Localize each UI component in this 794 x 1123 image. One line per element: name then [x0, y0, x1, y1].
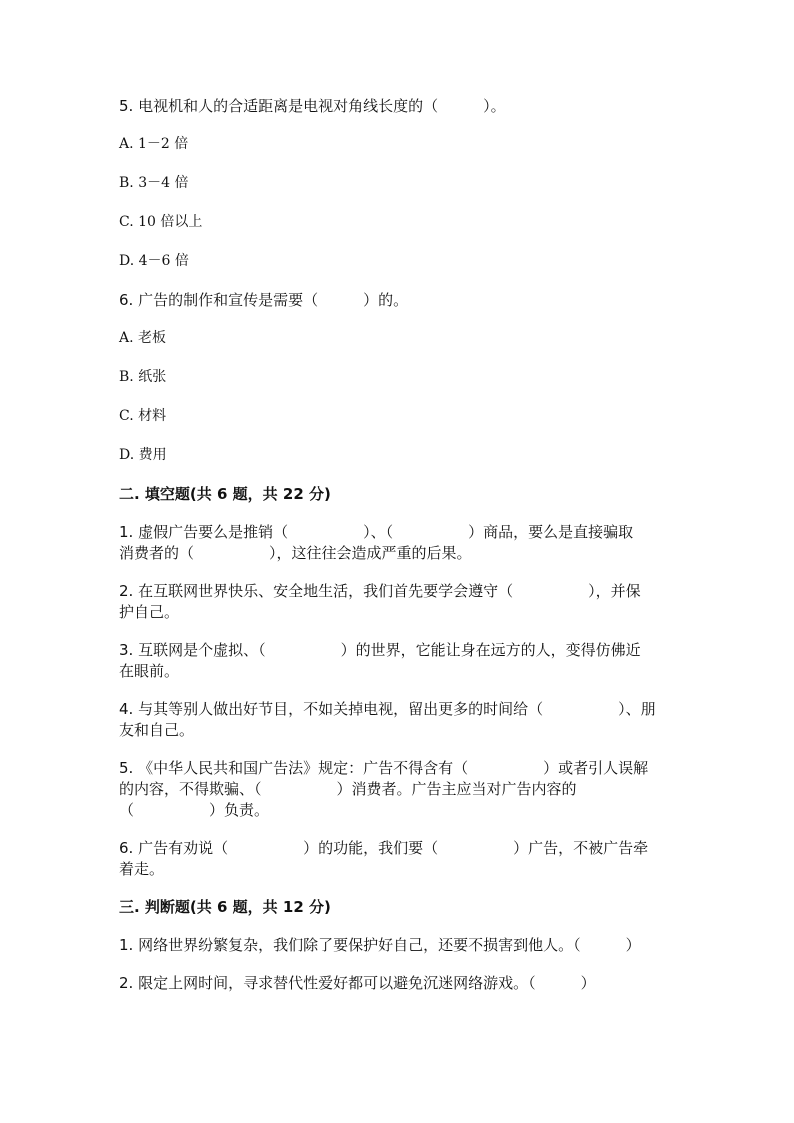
fill-question-1-line-2: 消费者的（ ），这往往会造成严重的后果。 [119, 544, 472, 562]
question-6-option-b: B. 纸张 [119, 369, 167, 385]
fill-question-5-line-2: 的内容，不得欺骗、（ ）消费者。广告主应当对广告内容的 [119, 780, 577, 798]
question-5-option-c: C. 10 倍以上 [119, 214, 203, 230]
question-5-stem: 5. 电视机和人的合适距离是电视对角线长度的（ ）。 [119, 97, 506, 115]
question-6-stem: 6. 广告的制作和宣传是需要（ ）的。 [119, 291, 409, 309]
section-judgment-title: 三. 判断题(共 6 题，共 12 分) [119, 898, 331, 916]
question-6-option-d: D. 费用 [119, 447, 167, 463]
fill-question-2-line-2: 护自己。 [119, 603, 180, 621]
question-5-option-b: B. 3－4 倍 [119, 175, 189, 191]
fill-question-1-line-1: 1. 虚假广告要么是推销（ ）、（ ）商品，要么是直接骗取 [119, 523, 634, 541]
fill-question-5-line-1: 5. 《中华人民共和国广告法》规定：广告不得含有（ ）或者引人误解 [119, 759, 649, 777]
question-5-option-d: D. 4－6 倍 [119, 253, 189, 269]
fill-question-6-line-2: 着走。 [119, 860, 165, 878]
judgment-question-2-line-1: 2. 限定上网时间，寻求替代性爱好都可以避免沉迷网络游戏。（ ） [119, 974, 596, 992]
fill-question-3-line-2: 在眼前。 [119, 662, 180, 680]
fill-question-2 [119, 581, 679, 623]
fill-question-1 [119, 522, 679, 564]
fill-question-5 [119, 758, 679, 821]
exam-page [119, 96, 679, 1011]
fill-question-4 [119, 699, 679, 741]
fill-question-4-line-2: 友和自己。 [119, 721, 195, 739]
fill-question-3-line-1: 3. 互联网是个虚拟、（ ）的世界，它能让身在远方的人，变得仿佛近 [119, 641, 641, 659]
fill-question-6 [119, 838, 679, 880]
question-6-option-a: A. 老板 [119, 330, 167, 346]
fill-question-5-line-3: （ ）负责。 [119, 801, 270, 819]
section-fill-in-title: 二. 填空题(共 6 题，共 22 分) [119, 485, 331, 503]
fill-question-6-line-1: 6. 广告有劝说（ ）的功能，我们要（ ）广告，不被广告牵 [119, 839, 649, 857]
fill-question-2-line-1: 2. 在互联网世界快乐、安全地生活，我们首先要学会遵守（ ），并保 [119, 582, 641, 600]
judgment-question-1 [119, 935, 679, 956]
question-6-option-c: C. 材料 [119, 408, 167, 424]
judgment-question-1-line-1: 1. 网络世界纷繁复杂，我们除了要保护好自己，还要不损害到他人。（ ） [119, 936, 641, 954]
fill-question-3 [119, 640, 679, 682]
question-5-option-a: A. 1－2 倍 [119, 136, 189, 152]
fill-question-4-line-1: 4. 与其等别人做出好节目，不如关掉电视，留出更多的时间给（ ）、朋 [119, 700, 656, 718]
judgment-question-2 [119, 973, 679, 994]
